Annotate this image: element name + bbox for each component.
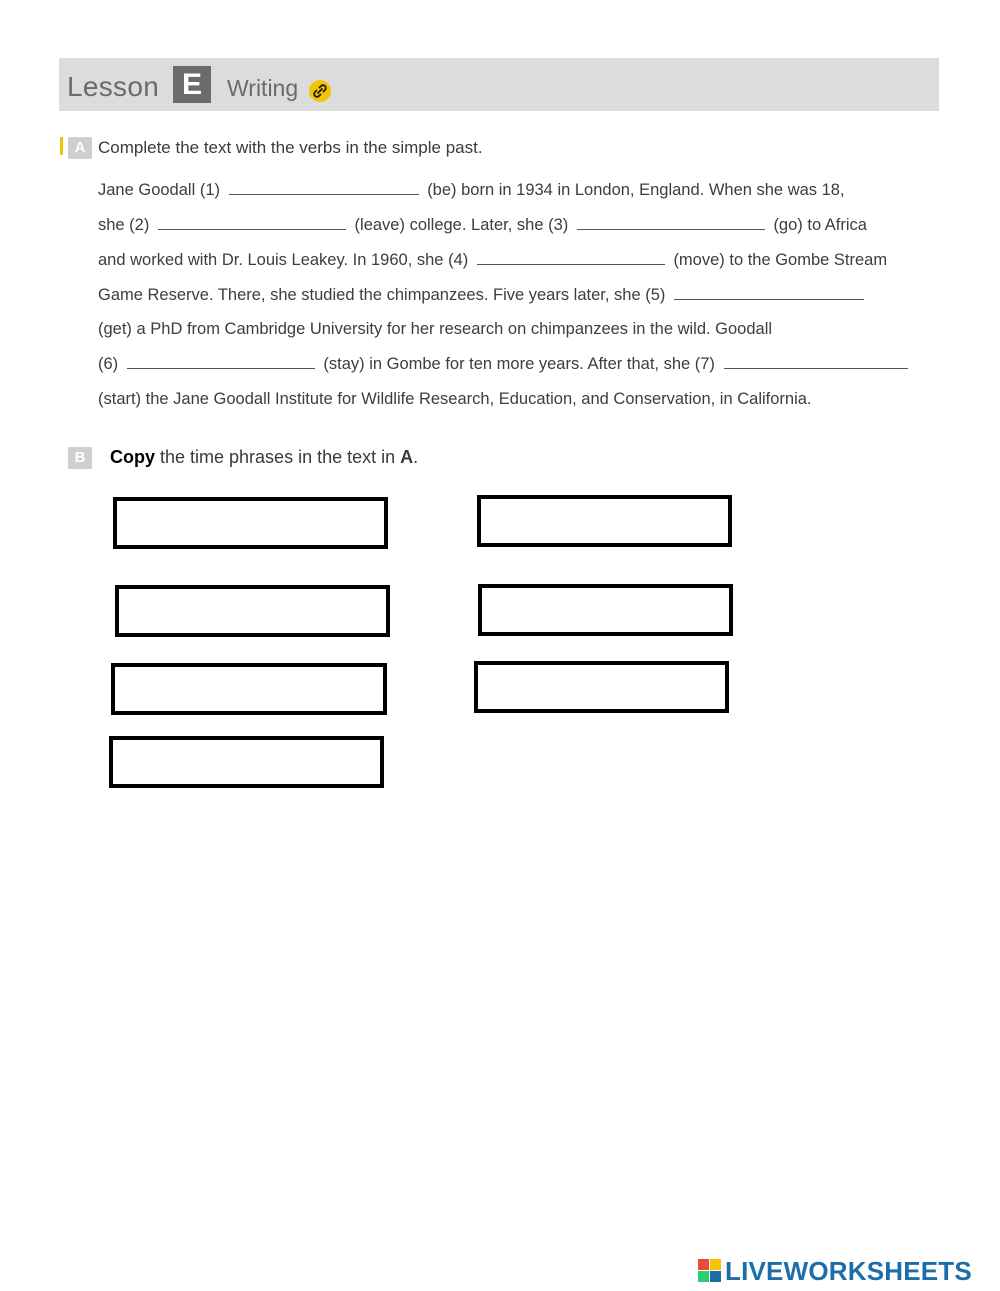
blank-2[interactable] bbox=[158, 228, 346, 230]
lesson-letter: E bbox=[173, 66, 211, 103]
text-line-3: and worked with Dr. Louis Leakey. In 1960, she (4) (move) to the Gombe Stream bbox=[98, 251, 888, 269]
blank-7[interactable] bbox=[724, 367, 908, 369]
lesson-header bbox=[59, 58, 939, 111]
answer-box-1[interactable] bbox=[113, 497, 388, 549]
text-line-1: Jane Goodall (1) (be) born in 1934 in London, England. When she was 18, bbox=[98, 181, 845, 199]
answer-box-6[interactable] bbox=[474, 661, 729, 713]
answer-box-5[interactable] bbox=[111, 663, 387, 715]
exercise-b-instruction: Copy the time phrases in the text in A. bbox=[110, 447, 419, 467]
blank-3[interactable] bbox=[577, 228, 765, 230]
link-icon bbox=[309, 80, 331, 102]
exercise-b-badge: B bbox=[68, 447, 92, 469]
blank-6[interactable] bbox=[127, 367, 315, 369]
lesson-label: Lesson bbox=[67, 71, 160, 102]
logo-mark-icon bbox=[698, 1259, 722, 1283]
text-line-2: she (2) (leave) college. Later, she (3) (go) to Africa bbox=[98, 216, 867, 234]
section-title: Writing bbox=[227, 75, 299, 101]
text-line-4: Game Reserve. There, she studied the chimpanzees. Five years later, she (5) bbox=[98, 286, 868, 305]
answer-box-3[interactable] bbox=[115, 585, 390, 637]
blank-4[interactable] bbox=[477, 263, 665, 265]
logo-text: LIVEWORKSHEETS bbox=[725, 1256, 972, 1286]
exercise-a-instruction: Complete the text with the verbs in the simple past. bbox=[98, 138, 483, 157]
blank-5[interactable] bbox=[674, 298, 864, 300]
blank-1[interactable] bbox=[229, 193, 419, 195]
text-line-7: (start) the Jane Goodall Institute for Wildlife Research, Education, and Conservation, in California. bbox=[98, 390, 812, 408]
exercise-a-badge: A bbox=[68, 137, 92, 159]
text-line-6: (6) (stay) in Gombe for ten more years. After that, she (7) bbox=[98, 355, 912, 374]
answer-box-7[interactable] bbox=[109, 736, 384, 788]
text-line-5: (get) a PhD from Cambridge University for her research on chimpanzees in the wild. Goodall bbox=[98, 320, 773, 338]
answer-box-4[interactable] bbox=[478, 584, 733, 636]
exercise-marker bbox=[60, 137, 63, 155]
answer-box-2[interactable] bbox=[477, 495, 732, 547]
